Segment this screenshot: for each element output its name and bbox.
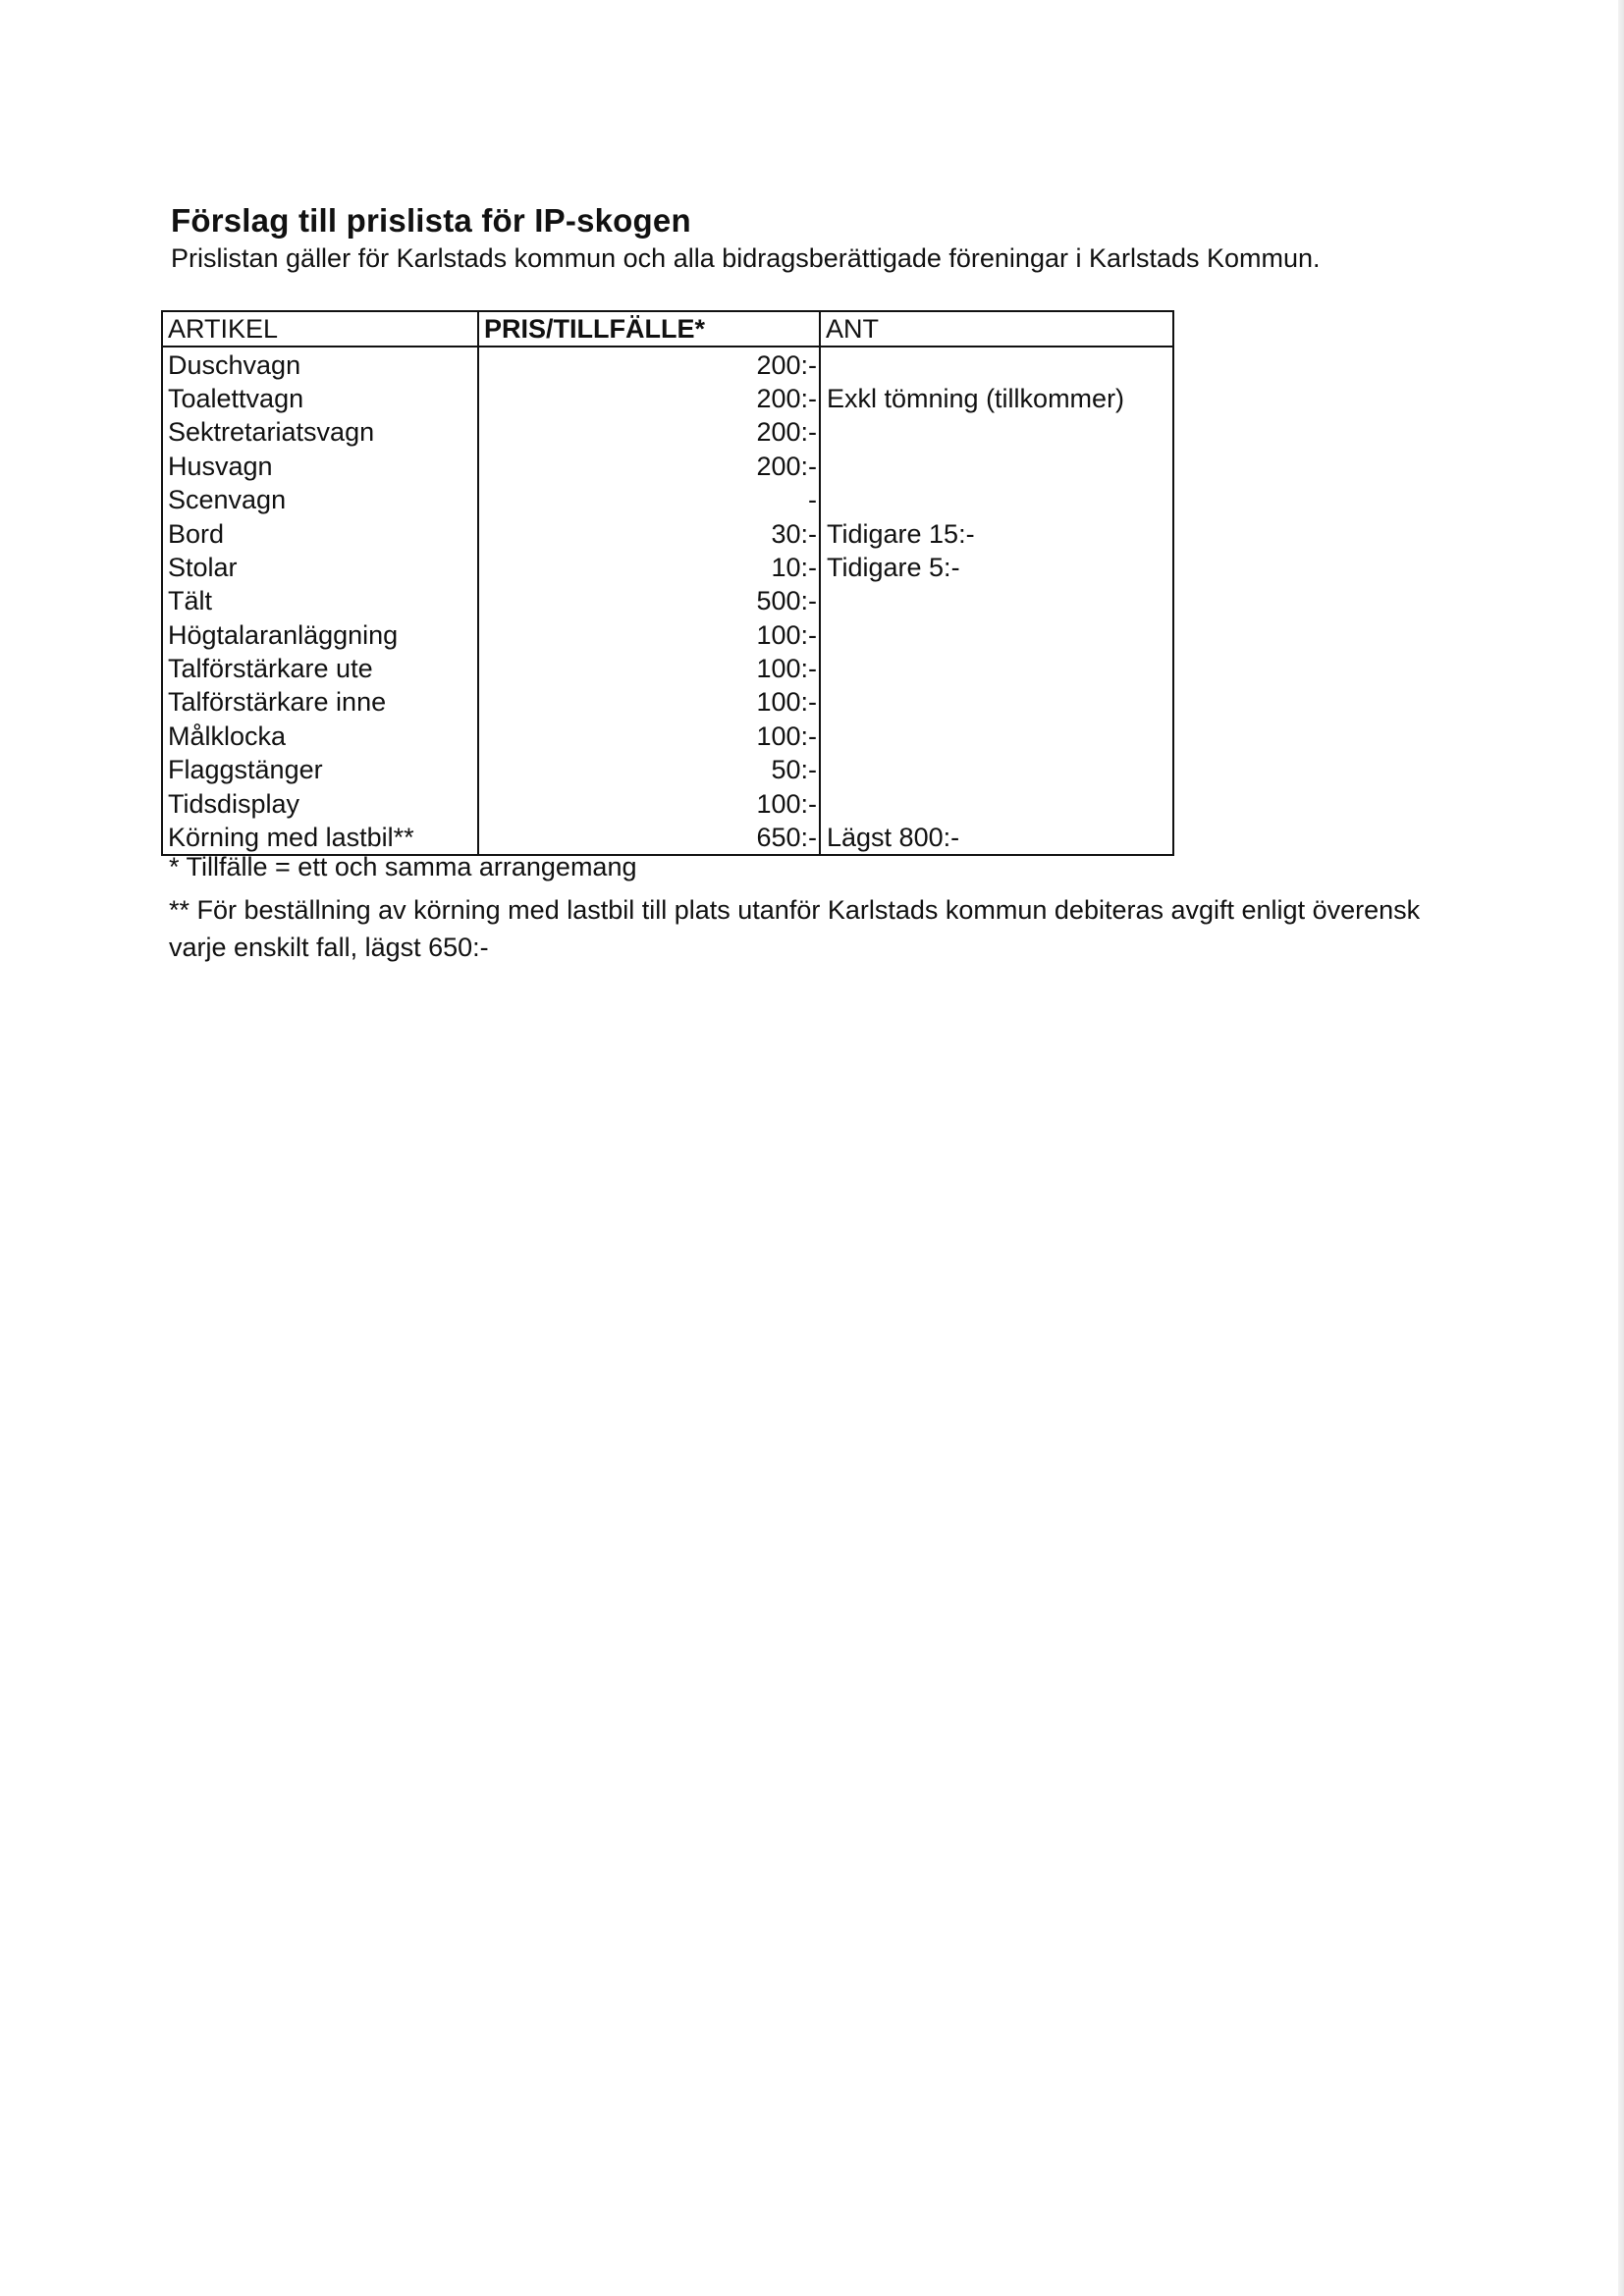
table-row (162, 786, 1173, 820)
note-cell (820, 584, 1173, 617)
item-cell: Flaggstänger (162, 753, 478, 786)
price-cell: 50:- (478, 753, 820, 786)
price-cell: 100:- (478, 786, 820, 820)
item-cell: Scenvagn (162, 483, 478, 516)
table-row (162, 618, 1173, 652)
item-cell: Toalettvagn (162, 382, 478, 415)
table-row (162, 652, 1173, 685)
item-cell: Målklocka (162, 720, 478, 753)
header-artikel: ARTIKEL (162, 311, 478, 347)
price-cell: 200:- (478, 450, 820, 483)
price-cell: 200:- (478, 382, 820, 415)
item-cell: Talförstärkare ute (162, 652, 478, 685)
footnote-lastbil-line1: ** För beställning av körning med lastbil till plats utanför Karlstads kommun debiteras avgift enligt överensk (169, 895, 1421, 925)
price-cell: 100:- (478, 618, 820, 652)
note-cell (820, 483, 1173, 516)
table-row (162, 483, 1173, 516)
table-row (162, 382, 1173, 415)
footnote-lastbil (169, 891, 1445, 966)
price-cell: 500:- (478, 584, 820, 617)
price-cell: 200:- (478, 415, 820, 449)
price-cell: 100:- (478, 720, 820, 753)
note-cell (820, 450, 1173, 483)
note-cell (820, 652, 1173, 685)
table-body (162, 347, 1173, 855)
table-row (162, 551, 1173, 584)
item-cell: Tält (162, 584, 478, 617)
table-row (162, 753, 1173, 786)
item-cell: Sektretariatsvagn (162, 415, 478, 449)
item-cell: Högtalaranläggning (162, 618, 478, 652)
document-subtitle: Prislistan gäller för Karlstads kommun och alla bidragsberättigade föreningar i Karlstads Kommun. (171, 243, 1321, 273)
table-row (162, 347, 1173, 381)
item-cell: Körning med lastbil** (162, 821, 478, 855)
note-cell (820, 685, 1173, 719)
header-ant: ANT (820, 311, 1173, 347)
table-row (162, 415, 1173, 449)
price-cell: 30:- (478, 516, 820, 550)
table-row (162, 516, 1173, 550)
price-table (161, 310, 1174, 856)
footnote-tillfalle: * Tillfälle = ett och samma arrangemang (169, 852, 637, 881)
note-cell: Tidigare 15:- (827, 518, 975, 549)
item-cell: Stolar (162, 551, 478, 584)
price-cell: 100:- (478, 685, 820, 719)
price-cell: 200:- (478, 347, 820, 381)
table-row (162, 821, 1173, 855)
note-cell (820, 618, 1173, 652)
item-cell: Talförstärkare inne (162, 685, 478, 719)
price-cell: 650:- (478, 821, 820, 855)
document-title: Förslag till prislista för IP-skogen (171, 202, 691, 239)
page-edge-shadow (1618, 0, 1624, 2296)
item-cell: Duschvagn (162, 347, 478, 381)
header-pris-tillfalle: PRIS/TILLFÄLLE* (478, 311, 820, 347)
table-header-row (162, 311, 1173, 347)
note-cell: Lägst 800:- (827, 823, 960, 853)
note-cell: Tidigare 5:- (827, 552, 960, 582)
table-row (162, 450, 1173, 483)
table-row (162, 720, 1173, 753)
item-cell: Husvagn (162, 450, 478, 483)
note-cell: Exkl tömning (tillkommer) (827, 383, 1125, 413)
footnote-lastbil-line2: varje enskilt fall, lägst 650:- (169, 933, 489, 962)
note-cell (820, 415, 1173, 449)
item-cell: Bord (162, 516, 478, 550)
note-cell (820, 347, 1173, 381)
price-cell: 100:- (478, 652, 820, 685)
note-cell (820, 786, 1173, 820)
table-row (162, 685, 1173, 719)
item-cell: Tidsdisplay (162, 786, 478, 820)
price-cell: - (478, 483, 820, 516)
note-cell (820, 720, 1173, 753)
table-row (162, 584, 1173, 617)
price-cell: 10:- (478, 551, 820, 584)
note-cell (820, 753, 1173, 786)
